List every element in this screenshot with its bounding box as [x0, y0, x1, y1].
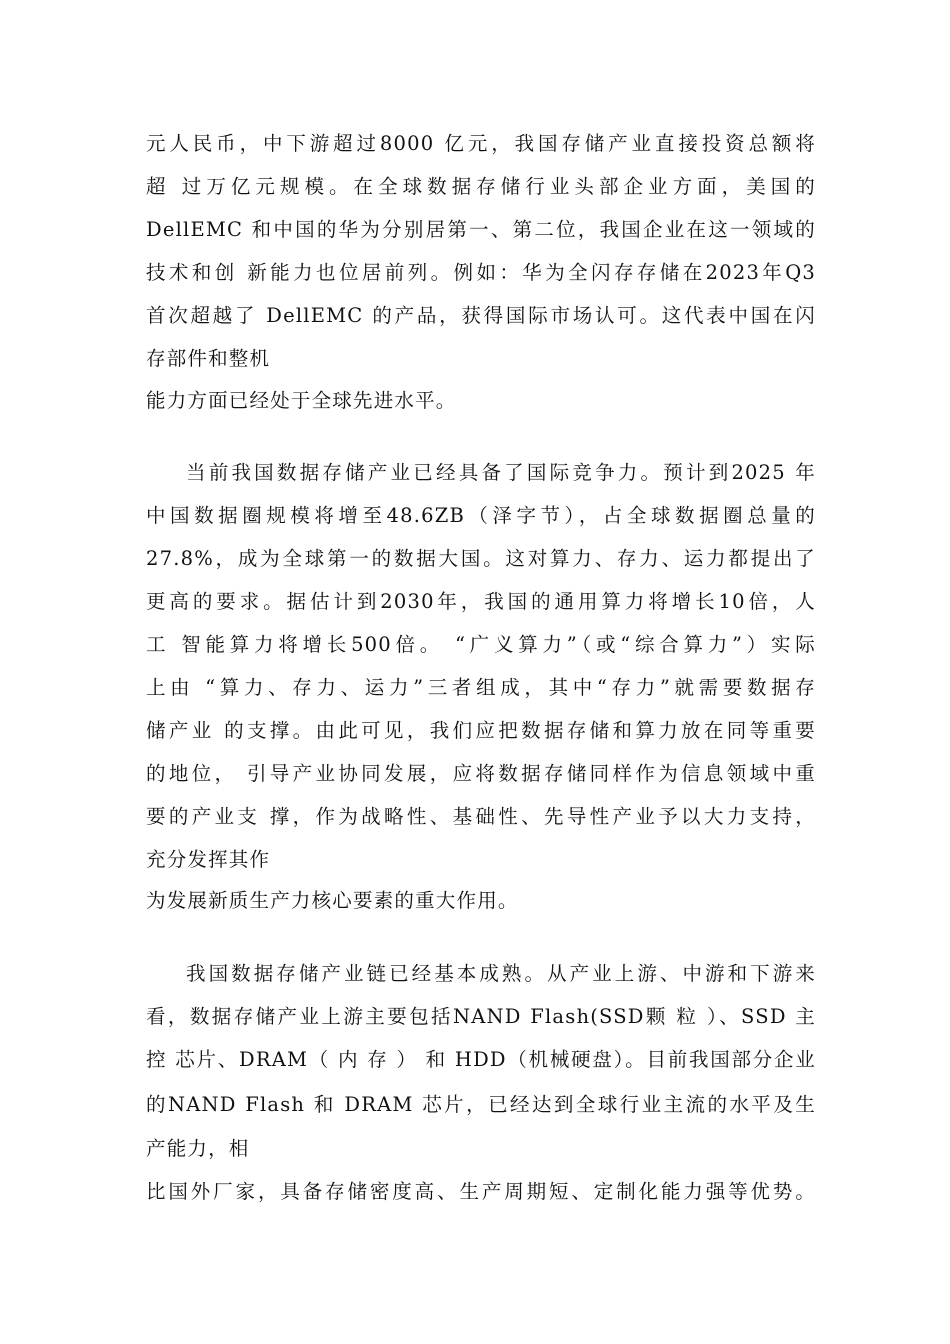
- paragraph-2-line-9: 要的产业支 撑，作为战略性、基础性、先导性产业予以大力支持，: [146, 805, 816, 828]
- paragraph-1-line-5: 首次超越了 DellEMC 的产品，获得国际市场认可。这代表中国在闪: [146, 304, 816, 327]
- paragraph-3-line-3: 控 芯片、DRAM（ 内 存 ） 和 HDD（机械硬盘）。目前我国部分企业: [146, 1048, 816, 1071]
- paragraph-3-line-4: 的NAND Flash 和 DRAM 芯片，已经达到全球行业主流的水平及生: [146, 1093, 816, 1116]
- paragraph-1-line-2: 超 过万亿元规模。在全球数据存储行业头部企业方面，美国的: [146, 175, 816, 198]
- paragraph-2-line-4: 更高的要求。据估计到2030年，我国的通用算力将增长10倍，人: [146, 590, 816, 613]
- paragraph-2-line-3: 27.8%，成为全球第一的数据大国。这对算力、存力、运力都提出了: [146, 547, 816, 570]
- paragraph-2-line-10: 充分发挥其作: [146, 848, 271, 871]
- paragraph-2-line-6: 上由 “算力、存力、运力”三者组成，其中“存力”就需要数据存: [146, 676, 816, 699]
- paragraph-1-line-6: 存部件和整机: [146, 347, 271, 370]
- paragraph-1-line-4: 技术和创 新能力也位居前列。例如：华为全闪存存储在2023年Q3: [146, 261, 816, 284]
- paragraph-1-line-3: DellEMC 和中国的华为分别居第一、第二位，我国企业在这一领域的: [146, 218, 816, 241]
- paragraph-1-line-7: 能力方面已经处于全球先进水平。: [146, 389, 457, 412]
- paragraph-3-line-6: 比国外厂家，具备存储密度高、生产周期短、定制化能力强等优势。: [146, 1180, 816, 1203]
- paragraph-2-line-2: 中国数据圈规模将增至48.6ZB（泽字节），占全球数据圈总量的: [146, 504, 816, 527]
- paragraph-1-line-1: 元人民币，中下游超过8000 亿元，我国存储产业直接投资总额将: [146, 132, 816, 155]
- paragraph-3-line-5: 产能力，相: [146, 1137, 250, 1160]
- paragraph-2-line-11: 为发展新质生产力核心要素的重大作用。: [146, 889, 519, 912]
- paragraph-2-line-5: 工 智能算力将增长500倍。 “广义算力”（或“综合算力”）实际: [146, 633, 816, 656]
- paragraph-3-line-2: 看，数据存储产业上游主要包括NAND Flash(SSD颗 粒 ）、SSD 主: [146, 1005, 816, 1028]
- paragraph-3-line-1: 我国数据存储产业链已经基本成熟。从产业上游、中游和下游来: [186, 962, 816, 985]
- paragraph-2-line-8: 的地位， 引导产业协同发展，应将数据存储同样作为信息领域中重: [146, 762, 816, 785]
- paragraph-2-line-1: 当前我国数据存储产业已经具备了国际竞争力。预计到2025 年: [186, 461, 816, 484]
- paragraph-2-line-7: 储产业 的支撑。由此可见，我们应把数据存储和算力放在同等重要: [146, 719, 816, 742]
